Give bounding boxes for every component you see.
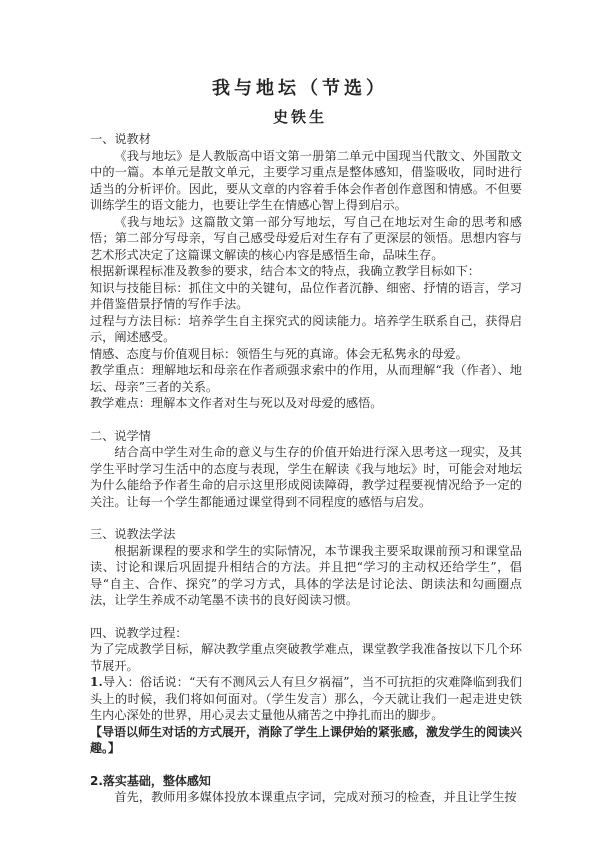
paragraph: 知识与技能目标：抓住文中的关键句，品位作者沉静、细密、抒情的语言，学习并借鉴借景抒情的写作手法。 bbox=[90, 280, 522, 311]
paragraph: 根据新课程标准及教参的要求，结合本文的特点，我确立教学目标如下： bbox=[90, 264, 480, 278]
paragraph: 首先，教师用多媒体投放本课重点字词，完成对预习的检查，并且让学生按 bbox=[114, 790, 517, 804]
spacer bbox=[90, 412, 522, 428]
paragraph: 结合高中学生对生命的意义与生存的价值开始进行深入思考这一现实，及其学生平时学习生活中的态度与表现，学生在解读《我与地坛》时，可能会对地坛为什么能给予作者生命的启示这里形成阅读障碍，教学过程要视情况给予一定的关注。让每一个学生都能通过课堂得到不同程度的感悟与启发。 bbox=[90, 445, 522, 509]
document-body bbox=[90, 131, 522, 806]
section-heading-2: 二、说学情 bbox=[90, 428, 151, 443]
spacer bbox=[90, 757, 522, 773]
spacer bbox=[90, 609, 522, 625]
step-1-text: 俗话说：“天有不测风云人有旦夕祸福”，当不可抗拒的灾难降临到我们头上的时候，我们将如何面对。（学生发言）那么，今天就让我们一起走进史铁生内心深处的世界，用心灵去丈量他从痛苦之中挣扎而出的脚步。 bbox=[90, 675, 522, 722]
paragraph: 情感、态度与价值观目标：领悟生与死的真谛。体会无私隽永的母爱。 bbox=[90, 346, 468, 361]
paragraph: 为了完成教学目标，解决教学重点突破教学难点，课堂教学我准备按以下几个环节展开。 bbox=[90, 642, 522, 673]
spacer bbox=[90, 510, 522, 526]
teaching-note: 【导语以师生对话的方式展开，消除了学生上课伊始的紧张感，激发学生的阅读兴趣。】 bbox=[90, 724, 523, 755]
step-2-heading: 2.落实基础，整体感知 bbox=[90, 773, 211, 788]
paragraph: 根据新课程的要求和学生的实际情况，本节课我主要采取课前预习和课堂品读、讨论和课后巩固提升相结合的方法。并且把“学习的主动权还给学生”，倡导“自主、合作、探究”的学习方式，具体的学法是讨论法、朗读法和勾画圈点法，让学生养成不动笔墨不读书的良好阅读习惯。 bbox=[90, 543, 522, 607]
paragraph: 《我与地坛》这篇散文第一部分写地坛，写自己在地坛对生命的思考和感悟；第二部分写母亲，写自己感受母爱后对生存有了更深层的领悟。思想内容与艺术形式决定了这篇课文解读的核心内容是感悟生命，品味生存。 bbox=[90, 214, 522, 262]
section-heading-4: 四、说教学过程： bbox=[90, 625, 188, 640]
step-1-paragraph bbox=[90, 674, 522, 724]
document-author: 史铁生 bbox=[272, 108, 327, 126]
paragraph: 教学难点：理解本文作者对生与死以及对母爱的感悟。 bbox=[90, 396, 383, 410]
paragraph: 《我与地坛》是人教版高中语文第一册第二单元中国现当代散文、外国散文中的一篇。本单元是散文单元，主要学习重点是整体感知，借鉴吸收，同时进行适当的分析评价。因此，要从文章的内容着手体会作者创作意图和情感。不但要训练学生的语文能力，也要让学生在情感心智上得到启示。 bbox=[90, 148, 522, 212]
section-heading-3: 三、说教法学法 bbox=[90, 527, 176, 541]
paragraph: 教学重点：理解地坛和母亲在作者顽强求索中的作用，从而理解“我（作者）、地坛、母亲”三者的关系。 bbox=[90, 363, 522, 394]
step-1-label: 导入： bbox=[102, 675, 140, 689]
section-heading-1: 一、说教材 bbox=[90, 132, 151, 146]
paragraph: 过程与方法目标：培养学生自主探究式的阅读能力。培养学生联系自己，获得启示，阐述感受。 bbox=[90, 313, 522, 344]
step-1-number: 1. bbox=[90, 675, 103, 689]
document-title: 我与地坛（节选） bbox=[212, 78, 388, 99]
